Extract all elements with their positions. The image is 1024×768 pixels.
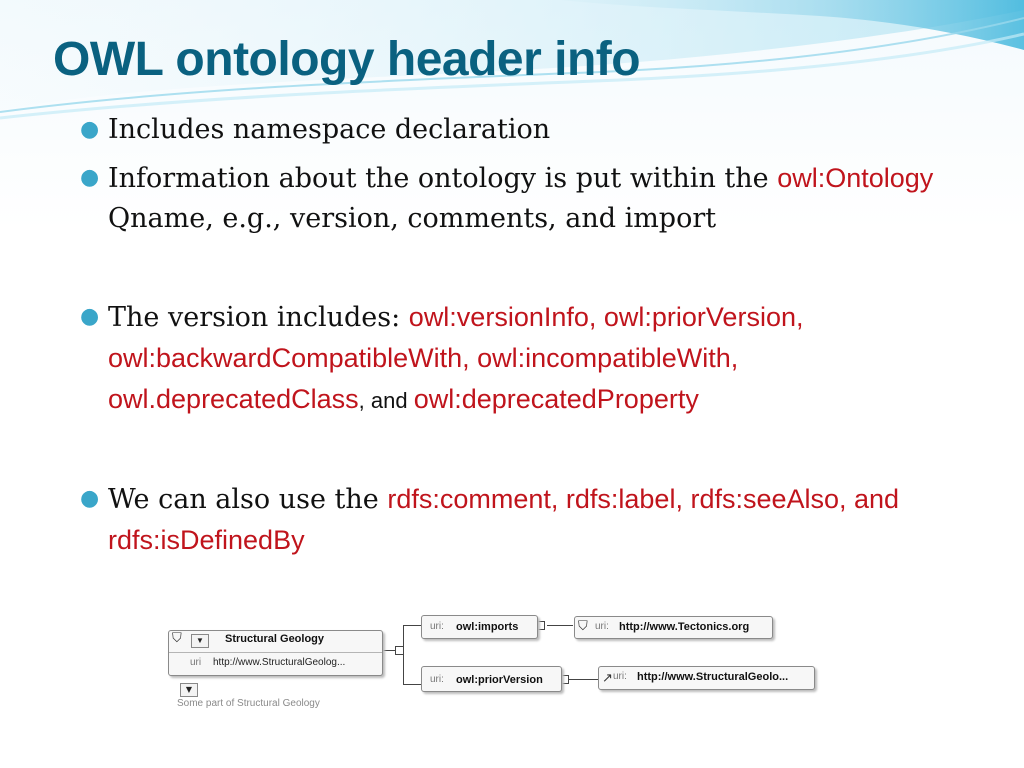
- bullet-icon: ●: [80, 165, 100, 190]
- imports-node[interactable]: [421, 615, 538, 639]
- bullet-text: We can also use the: [108, 484, 388, 515]
- root-label: Structural Geology: [225, 633, 325, 645]
- ontology-diagram: [163, 612, 853, 768]
- connector-line: [568, 679, 598, 680]
- root-node[interactable]: [168, 630, 383, 676]
- ontology-icon: ⛉: [172, 630, 182, 645]
- connector-line: [403, 625, 404, 685]
- bullet-item: [80, 110, 940, 150]
- bullet-text: The version includes:: [108, 302, 409, 333]
- expand-toggle[interactable]: [395, 646, 404, 655]
- chevron-down-icon[interactable]: ▼: [180, 683, 198, 697]
- bullet-text: , and: [358, 388, 414, 413]
- highlight-term: owl:versionInfo, owl:priorVersion, owl:backwardCompatibleWith, owl:incompatibleWith, owl.deprecatedClass: [108, 302, 804, 414]
- highlight-term: rdfs:comment, rdfs:label, rdfs:seeAlso, and rdfs:isDefinedBy: [108, 484, 900, 555]
- uri-label: uri: [190, 657, 202, 668]
- uri-label: uri:: [613, 671, 627, 682]
- highlight-term: owl:Ontology: [777, 163, 934, 193]
- slide-title: OWL ontology header info: [53, 33, 641, 86]
- bullet-item: [80, 479, 940, 561]
- connector-line: [382, 650, 396, 651]
- diagram-caption: Some part of Structural Geology: [177, 698, 320, 709]
- bullet-list: [80, 110, 940, 561]
- prior-target-node[interactable]: [598, 666, 815, 690]
- highlight-term: owl:deprecatedProperty: [413, 384, 699, 414]
- imports-target-uri: http://www.Tectonics.org: [619, 621, 750, 633]
- chevron-down-icon[interactable]: ▼: [191, 634, 209, 648]
- uri-label: uri:: [430, 621, 444, 632]
- imports-target-node[interactable]: [574, 616, 773, 639]
- connector-line: [403, 684, 421, 685]
- prior-version-label: owl:priorVersion: [456, 674, 543, 686]
- connector-line: [547, 625, 573, 626]
- root-uri: http://www.StructuralGeolog...: [213, 657, 346, 668]
- bullet-text: Includes namespace declaration: [108, 114, 551, 145]
- bullet-item: [80, 297, 940, 421]
- uri-label: uri:: [430, 674, 444, 685]
- bullet-text: Qname, e.g., version, comments, and import: [108, 203, 717, 234]
- prior-version-node[interactable]: [421, 666, 562, 692]
- bullet-item: [80, 158, 940, 239]
- uri-label: uri:: [595, 621, 609, 632]
- bullet-icon: ●: [80, 117, 100, 142]
- link-arrow-icon: ↗: [602, 670, 613, 685]
- prior-target-uri: http://www.StructuralGeolo...: [637, 671, 789, 683]
- ontology-icon: ⛉: [578, 618, 588, 633]
- imports-label: owl:imports: [456, 621, 519, 633]
- bullet-text: Information about the ontology is put within the: [108, 163, 778, 194]
- connector-line: [403, 625, 421, 626]
- bullet-icon: ●: [80, 304, 100, 329]
- bullet-icon: ●: [80, 486, 100, 511]
